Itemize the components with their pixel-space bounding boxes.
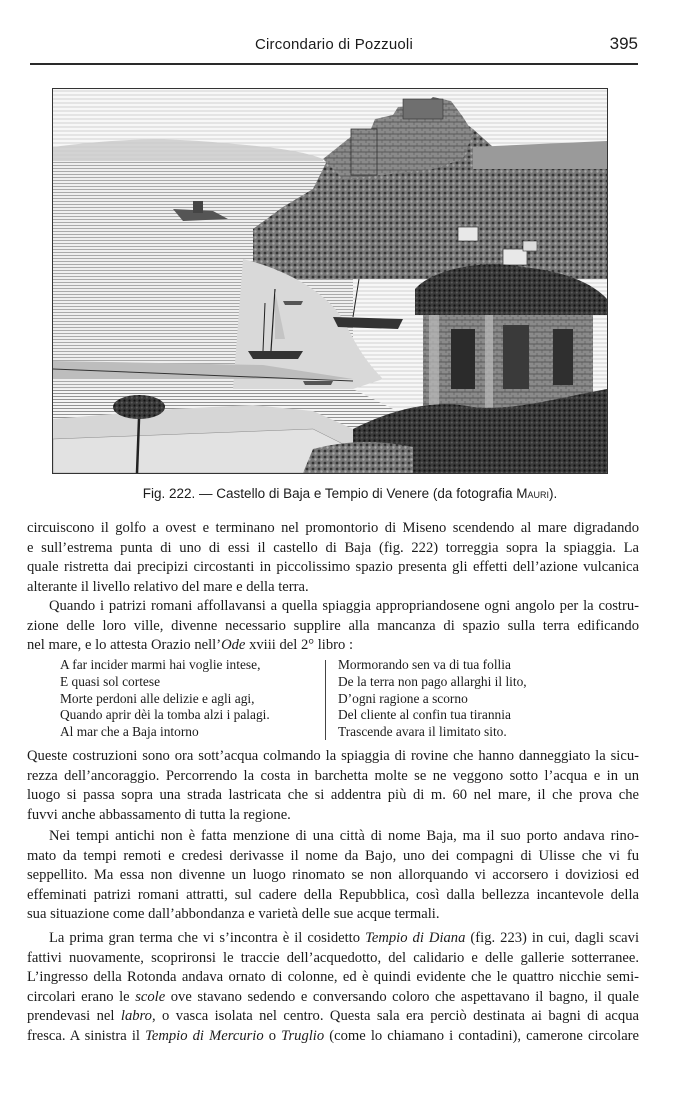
running-head — [30, 36, 638, 58]
text-fragment: fresca. A sinistra il — [27, 1027, 146, 1044]
text-line: fuvvi anche abbassamento di tutta la regione. — [27, 806, 291, 823]
text-fragment: xviii del 2° libro : — [245, 637, 354, 653]
text-line: fattivi nuovamente, scoprironsi le traccie dell’acquedotto, del calidario e delle gallerie sotterranee. — [27, 949, 639, 966]
text-line: Queste costruzioni sono ora sott’acqua colmando la spiaggia di rovine che hanno danneggiato la sicu- — [27, 748, 639, 764]
text-line: seppellito. Ma essa non divenne un luogo rinomato se non allorquando vi accorsero i doviziosi ed — [27, 867, 639, 883]
castle-landscape-engraving — [53, 89, 607, 473]
poem-line: De la terra non pago allarghi il lito, — [338, 673, 527, 689]
caption-credit: Mauri — [516, 486, 549, 501]
italic-fragment: Ode — [221, 637, 246, 653]
text-line: e sull’estrema punta di uno di essi il castello di Baja (fig. 222) torreggia sopra la spiaggia. La — [27, 539, 639, 556]
poem-line: Trascende avara il limitato sito. — [338, 724, 507, 740]
text-fragment: La prima gran terma che vi s’incontra è il cosidetto — [49, 930, 366, 946]
poem-line: Mormorando sen va di tua follia — [338, 657, 511, 672]
figure-caption — [0, 486, 700, 501]
paragraph-4 — [27, 827, 639, 925]
paragraph-2 — [27, 597, 639, 656]
text-line: alterante il livello relativo del mare e della terra. — [27, 578, 309, 595]
paragraph-5 — [27, 929, 639, 1046]
text-fragment: (come lo chiamano i contadini), camerone circolare — [324, 1027, 639, 1044]
poem-right-column — [338, 657, 618, 741]
caption-end: ). — [548, 486, 558, 501]
text-line: Nei tempi antichi non è fatta menzione di una città di nome Baja, ma il suo porto andava rino- — [49, 828, 639, 844]
italic-fragment: Tempio di Mercurio — [145, 1027, 264, 1044]
page-number: 395 — [609, 34, 638, 53]
poem-line: Al mar che a Baja intorno — [60, 724, 199, 740]
italic-fragment: Truglio — [281, 1027, 325, 1044]
text-line: L’ingresso della Rotonda andava ornato di colonne, ed è quindi evidente che le quattro nicchie semi- — [27, 969, 639, 985]
text-fragment: nel mare, e lo attesta Orazio nell’ — [27, 637, 222, 653]
text-line: mato da tempi remoti e credesi derivasse il nome da Bajo, uno dei compagni di Ulisse che vi fu — [27, 847, 639, 864]
italic-fragment: Tempio di Diana — [365, 930, 466, 946]
poem-left-column — [60, 657, 322, 741]
text-line — [27, 1007, 639, 1027]
text-line: Quando i patrizi romani affollavansi a quella spiaggia appropriandosene ogni angolo per la costru- — [49, 598, 639, 614]
text-line — [27, 988, 639, 1008]
text-fragment: , o vasca isolata nel centro. Questa sala era perciò destinata ai bagni di acqua — [151, 1008, 639, 1024]
text-fragment: o — [263, 1027, 282, 1044]
poem-line: Del cliente al confin tua tirannia — [338, 707, 511, 723]
text-line: luogo si passa sopra una strada lastricata che si addentra più di m. 60 nel mare, il che prova che — [27, 787, 639, 803]
engraving-illustration — [52, 88, 608, 474]
text-fragment: circolari erano le — [27, 988, 136, 1005]
poem-line: Quando aprir dèi la tomba alzi i palagi. — [60, 707, 270, 723]
text-line — [27, 636, 639, 656]
text-line: quale ristretta dai precipizi circostanti in piccolissimo spazio presenta gli effetti dell’azione vulcanica — [27, 559, 639, 575]
poem-line: D’ogni ragione a scorno — [338, 690, 468, 706]
poem-divider — [325, 660, 326, 740]
text-fragment: (fig. 223) in cui, dagli scavi — [465, 930, 639, 946]
poem-quotation — [60, 657, 620, 741]
italic-fragment: labro — [120, 1008, 152, 1024]
text-fragment: prendevasi nel — [27, 1008, 121, 1024]
header-rule — [30, 63, 638, 65]
text-line — [27, 929, 639, 949]
italic-fragment: scole — [135, 988, 166, 1005]
text-line — [27, 1027, 639, 1047]
caption-text: — Castello di Baja e Tempio di Venere (da fotografia — [195, 486, 517, 501]
text-line: effeminati patrizi romani attratti, sul cadere della Repubblica, così dalla bellezza incantevole della — [27, 886, 639, 903]
poem-line: A far incider marmi hai voglie intese, — [60, 657, 261, 672]
paragraph-1 — [27, 519, 639, 597]
paragraph-3 — [27, 747, 639, 825]
figure-label: Fig. 222. — [142, 486, 196, 501]
text-line: circuiscono il golfo a ovest e terminano nel promontorio di Miseno scendendo al mare digradando — [27, 520, 639, 536]
running-title: Circondario di Pozzuoli — [254, 36, 413, 53]
text-line: sua situazione come dall’abbondanza e varietà delle sue acque termali. — [27, 906, 440, 922]
poem-line: Morte perdoni alle delizie e agli agi, — [60, 690, 255, 706]
text-line: rezza dell’ancoraggio. Percorrendo la costa in barchetta molte se ne veggono sotto l’acqua e in un — [27, 767, 639, 784]
text-line: zione delle loro ville, divenne necessario supplire alla mancanza di spazio sulla terra edificando — [27, 617, 639, 634]
text-fragment: ove stavano sedendo e conversando coloro che aspettavano il bagno, il quale — [165, 988, 639, 1005]
poem-line: E quasi sol cortese — [60, 673, 161, 689]
